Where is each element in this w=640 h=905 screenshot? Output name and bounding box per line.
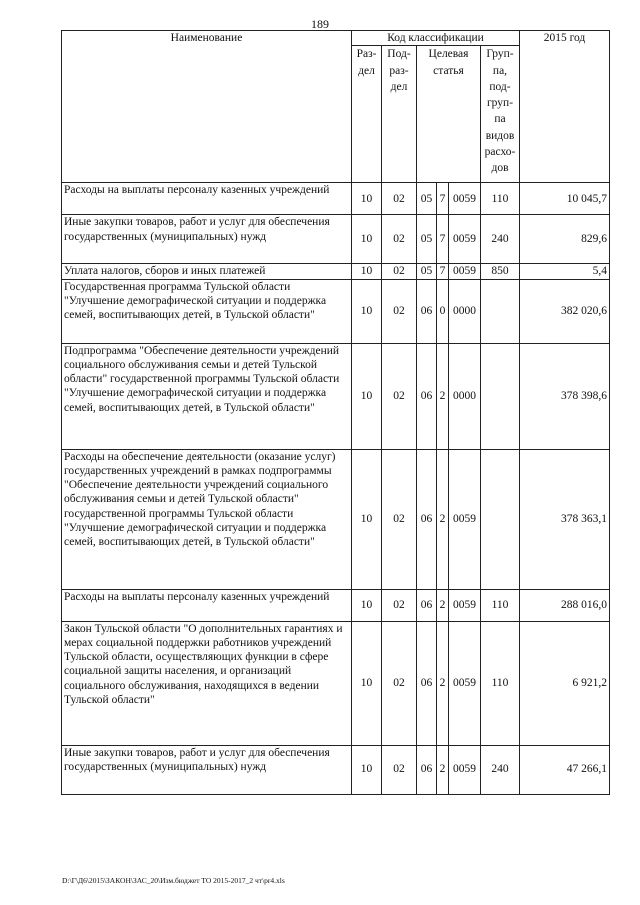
row-amount: 6 921,2	[520, 621, 610, 745]
header-name: Наименование	[62, 31, 352, 183]
budget-table	[61, 30, 610, 795]
row-amount: 382 020,6	[520, 279, 610, 343]
row-expense-type: 240	[481, 745, 520, 794]
table-row	[62, 449, 610, 589]
row-expense-type	[481, 279, 520, 343]
row-target-program: 06	[417, 621, 437, 745]
row-subsection: 02	[382, 279, 417, 343]
row-subsection: 02	[382, 215, 417, 264]
row-section: 10	[352, 449, 382, 589]
row-target-subprogram: 7	[437, 264, 449, 279]
row-target-subprogram: 2	[437, 449, 449, 589]
table-row	[62, 264, 610, 279]
header-subsection: Под- раз- дел	[382, 46, 417, 183]
row-amount: 378 398,6	[520, 343, 610, 449]
row-target-program: 06	[417, 745, 437, 794]
row-amount: 10 045,7	[520, 183, 610, 215]
row-subsection: 02	[382, 183, 417, 215]
row-expense-type: 110	[481, 589, 520, 621]
row-amount: 829,6	[520, 215, 610, 264]
file-path-footer: D:\Г\Д6\2015\ЗАКОН\ЗАС_20\Изм.бюджет ТО 2015-2017_2 чт\pr4.xls	[62, 876, 285, 885]
row-name: Иные закупки товаров, работ и услуг для обеспечения государственных (муниципальных) нужд	[62, 745, 352, 794]
table-row	[62, 215, 610, 264]
row-name: Расходы на обеспечение деятельности (оказание услуг) государственных учреждений в рамках подпрограммы "Обеспечение деятельности учреждений социального обслуживания семьи и детей Тульской области" государственной программы Тульской области "Улучшение демографической ситуации и поддержка семей, воспитывающих детей, в Тульской области"	[62, 449, 352, 589]
row-subsection: 02	[382, 449, 417, 589]
row-target-subprogram: 7	[437, 215, 449, 264]
row-subsection: 02	[382, 589, 417, 621]
header-year: 2015 год	[520, 31, 610, 183]
row-amount: 288 016,0	[520, 589, 610, 621]
row-expense-type	[481, 343, 520, 449]
row-name: Иные закупки товаров, работ и услуг для обеспечения государственных (муниципальных) нужд	[62, 215, 352, 264]
row-target-program: 06	[417, 343, 437, 449]
row-amount: 378 363,1	[520, 449, 610, 589]
row-target-direction: 0059	[449, 183, 481, 215]
table-row	[62, 621, 610, 745]
row-section: 10	[352, 589, 382, 621]
row-target-subprogram: 2	[437, 621, 449, 745]
row-target-subprogram: 0	[437, 279, 449, 343]
row-section: 10	[352, 264, 382, 279]
row-target-program: 05	[417, 183, 437, 215]
row-name: Закон Тульской области "О дополнительных гарантиях и мерах социальной поддержки работников учреждений Тульской области, осуществляющих функции в сфере социальной защиты населения, и организаций социального обслуживания, находящихся в ведении Тульской области"	[62, 621, 352, 745]
row-section: 10	[352, 343, 382, 449]
row-section: 10	[352, 745, 382, 794]
row-target-direction: 0059	[449, 621, 481, 745]
row-expense-type: 110	[481, 621, 520, 745]
row-name: Подпрограмма "Обеспечение деятельности учреждений социального обслуживания семьи и детей Тульской области" государственной программы Тульской области "Улучшение демографической ситуации и поддержка семей, воспитывающих детей, в Тульской области"	[62, 343, 352, 449]
row-target-program: 05	[417, 264, 437, 279]
row-subsection: 02	[382, 621, 417, 745]
row-amount: 47 266,1	[520, 745, 610, 794]
row-section: 10	[352, 279, 382, 343]
row-expense-type: 850	[481, 264, 520, 279]
row-target-direction: 0000	[449, 279, 481, 343]
row-expense-type: 240	[481, 215, 520, 264]
table-row	[62, 745, 610, 794]
row-target-program: 06	[417, 589, 437, 621]
table-row	[62, 183, 610, 215]
row-expense-type: 110	[481, 183, 520, 215]
row-expense-type	[481, 449, 520, 589]
header-target: Целевая статья	[417, 46, 481, 183]
row-name: Уплата налогов, сборов и иных платежей	[62, 264, 352, 279]
header-group: Груп- па, под- груп- па видов расхо- дов	[481, 46, 520, 183]
row-target-subprogram: 2	[437, 745, 449, 794]
row-target-direction: 0000	[449, 343, 481, 449]
row-target-program: 06	[417, 449, 437, 589]
row-subsection: 02	[382, 745, 417, 794]
row-target-subprogram: 2	[437, 589, 449, 621]
page-number: 189	[311, 17, 329, 31]
header-classification: Код классификации	[352, 31, 520, 46]
row-amount: 5,4	[520, 264, 610, 279]
row-target-subprogram: 7	[437, 183, 449, 215]
row-target-program: 05	[417, 215, 437, 264]
table-row	[62, 589, 610, 621]
row-target-direction: 0059	[449, 215, 481, 264]
row-target-direction: 0059	[449, 449, 481, 589]
row-target-program: 06	[417, 279, 437, 343]
row-target-direction: 0059	[449, 589, 481, 621]
header-row-top	[62, 31, 610, 46]
row-name: Расходы на выплаты персоналу казенных учреждений	[62, 589, 352, 621]
row-section: 10	[352, 621, 382, 745]
row-name: Государственная программа Тульской области "Улучшение демографической ситуации и поддержка семей, воспитывающих детей, в Тульской области"	[62, 279, 352, 343]
row-section: 10	[352, 183, 382, 215]
row-target-subprogram: 2	[437, 343, 449, 449]
table-row	[62, 279, 610, 343]
row-target-direction: 0059	[449, 264, 481, 279]
table-body	[62, 183, 610, 794]
header-section: Раз- дел	[352, 46, 382, 183]
table-row	[62, 343, 610, 449]
row-subsection: 02	[382, 264, 417, 279]
row-subsection: 02	[382, 343, 417, 449]
row-name: Расходы на выплаты персоналу казенных учреждений	[62, 183, 352, 215]
row-section: 10	[352, 215, 382, 264]
row-target-direction: 0059	[449, 745, 481, 794]
